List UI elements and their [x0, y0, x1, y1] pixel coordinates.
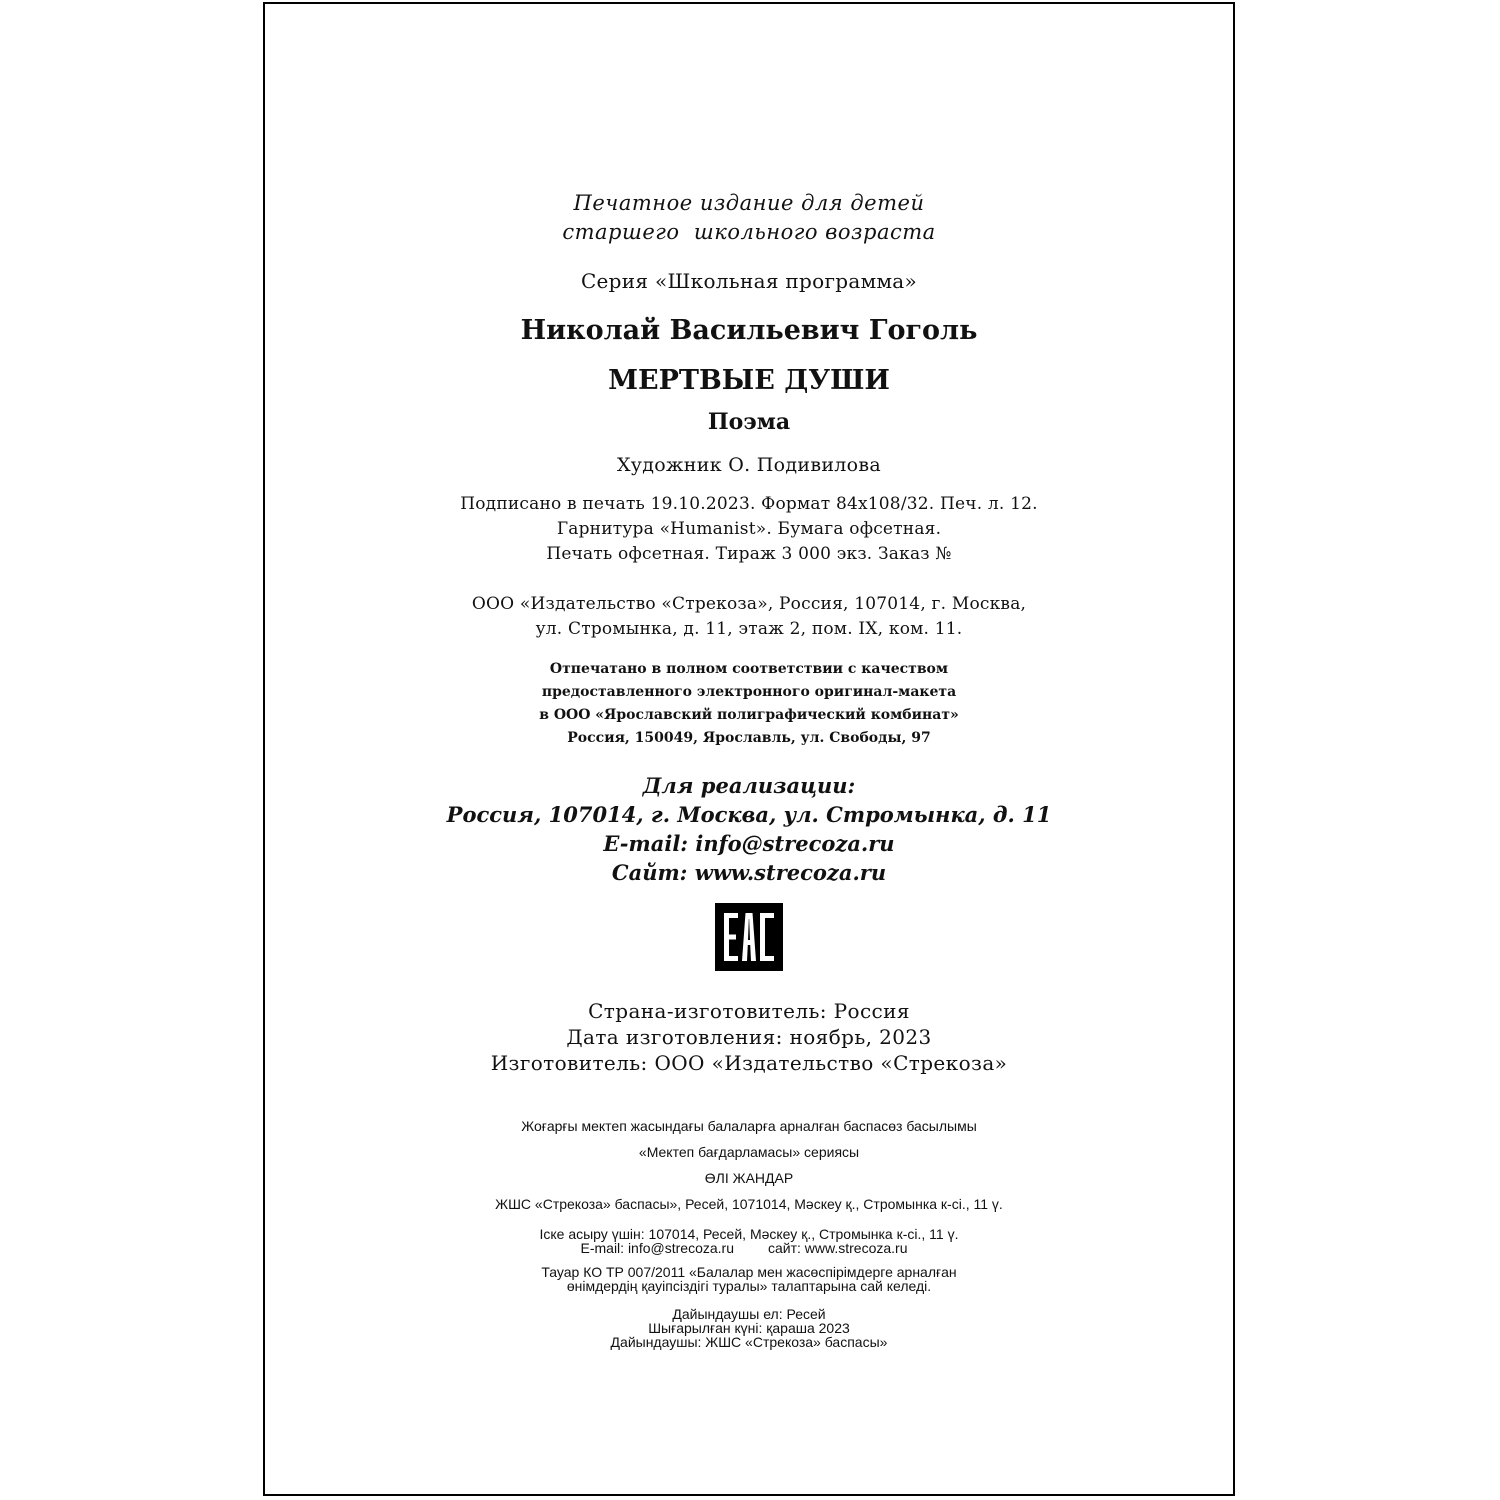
publisher-line: ул. Стромынка, д. 11, этаж 2, пом. IX, ком. 11. [535, 619, 963, 639]
kz-series: «Мектеп бағдарламасы» сериясы [638, 1144, 860, 1160]
audience-line: старшего школьного возраста [562, 220, 936, 244]
kz-country: Дайындаушы ел: Ресей [672, 1306, 826, 1322]
audience-note [265, 189, 1233, 247]
printing-line: Россия, 150049, Ярославль, ул. Свободы, 97 [567, 730, 931, 746]
imprint-page [263, 2, 1235, 1496]
kz-standard-line: өнімдердің қауіпсіздігі туралы» талаптарына сай келеді. [566, 1278, 932, 1294]
print-specs-line: Подписано в печать 19.10.2023. Формат 84х108/32. Печ. л. 12. [460, 494, 1038, 514]
kz-site: сайт: www.strecoza.ru [767, 1240, 908, 1256]
kz-maker: Дайындаушы: ЖШС «Стрекоза» баспасы» [610, 1334, 888, 1350]
manufacturer-info [265, 998, 1233, 1076]
kz-description: Жоғарғы мектеп жасындағы балаларға арналған баспасөз басылымы [521, 1118, 977, 1134]
printing-line: в ООО «Ярославский полиграфический комбинат» [539, 707, 959, 723]
book-title: МЕРТВЫЕ ДУШИ [608, 365, 890, 396]
print-specs [265, 492, 1233, 567]
imprint-content [265, 189, 1233, 1349]
author-name: Николай Васильевич Гоголь [520, 315, 978, 346]
sales-site: Сайт: www.strecoza.ru [611, 860, 887, 885]
sales-email: E-mail: info@strecoza.ru [603, 831, 895, 856]
audience-line: Печатное издание для детей [573, 191, 925, 215]
kz-publisher: ЖШС «Стрекоза» баспасы», Ресей, 1071014, Мәскеу қ., Стромынка к-сі., 11 ү. [495, 1196, 1003, 1212]
kz-title: ӨЛІ ЖАНДАР [704, 1170, 794, 1186]
printing-line: предоставленного электронного оригинал-макета [541, 684, 957, 700]
kz-contacts [265, 1227, 1233, 1255]
printing-house-note [265, 658, 1233, 750]
manufacturer-country: Страна-изготовитель: Россия [588, 999, 910, 1023]
kz-standard-line: Тауар КО ТР 007/2011 «Балалар мен жасөспірімдерге арналған [541, 1264, 957, 1280]
publisher-address [265, 592, 1233, 642]
eac-icon [715, 903, 783, 971]
sales-heading: Для реализации: [642, 773, 856, 798]
publisher-line: ООО «Издательство «Стрекоза», Россия, 107014, г. Москва, [471, 594, 1027, 614]
manufacturer-name: Изготовитель: ООО «Издательство «Стрекоза» [490, 1051, 1008, 1075]
kz-standard [265, 1265, 1233, 1293]
sales-address: Россия, 107014, г. Москва, ул. Стромынка, д. 11 [446, 802, 1052, 827]
sales-contacts [265, 771, 1233, 887]
printing-line: Отпечатано в полном соответствии с качеством [549, 661, 949, 677]
kz-email: E-mail: info@strecoza.ru [580, 1240, 734, 1256]
print-specs-line: Печать офсетная. Тираж 3 000 экз. Заказ № [546, 544, 952, 564]
manufacturer-date: Дата изготовления: ноябрь, 2023 [566, 1025, 932, 1049]
kz-sales-address: Іске асыру үшін: 107014, Ресей, Мәскеу қ., Стромынка к-сі., 11 ү. [539, 1226, 959, 1242]
print-specs-line: Гарнитура «Humanist». Бумага офсетная. [556, 519, 942, 539]
artist-credit: Художник О. Подивилова [616, 454, 882, 476]
book-genre: Поэма [707, 409, 791, 435]
kz-manufacturer [265, 1307, 1233, 1349]
kz-date: Шығарылған күні: қараша 2023 [648, 1320, 850, 1336]
eac-mark [265, 903, 1233, 971]
series-label: Серия «Школьная программа» [580, 269, 918, 293]
kz-contact-row [255, 1241, 1233, 1255]
